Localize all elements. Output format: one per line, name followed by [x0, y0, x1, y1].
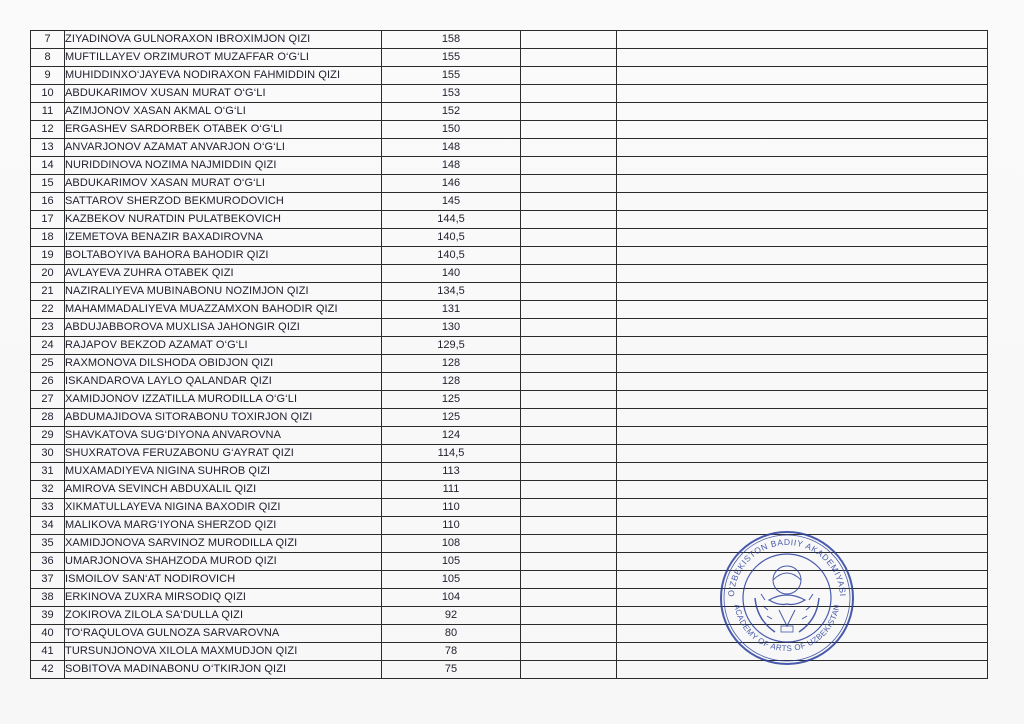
student-name: RAJAPOV BEKZOD AZAMAT O‘G‘LI: [65, 337, 382, 355]
score-value: 125: [382, 409, 521, 427]
row-number: 15: [31, 175, 65, 193]
table-row: [31, 175, 988, 193]
table-row: [31, 463, 988, 481]
score-value: 150: [382, 121, 521, 139]
score-value: 140: [382, 265, 521, 283]
empty-cell: [617, 265, 988, 283]
student-name: MUXAMADIYEVA NIGINA SUHROB QIZI: [65, 463, 382, 481]
score-value: 80: [382, 625, 521, 643]
score-value: 111: [382, 481, 521, 499]
table-row: [31, 319, 988, 337]
table-row: [31, 445, 988, 463]
empty-cell: [617, 463, 988, 481]
empty-cell: [521, 625, 617, 643]
empty-cell: [617, 211, 988, 229]
empty-cell: [521, 319, 617, 337]
row-number: 8: [31, 49, 65, 67]
student-name: KAZBEKOV NURATDIN PULATBEKOVICH: [65, 211, 382, 229]
empty-cell: [521, 427, 617, 445]
empty-cell: [617, 139, 988, 157]
score-value: 108: [382, 535, 521, 553]
score-value: 131: [382, 301, 521, 319]
row-number: 19: [31, 247, 65, 265]
empty-cell: [521, 355, 617, 373]
empty-cell: [521, 571, 617, 589]
row-number: 24: [31, 337, 65, 355]
student-name: AVLAYEVA ZUHRA OTABEK QIZI: [65, 265, 382, 283]
svg-text:ACADEMY OF ARTS OF UZBEKISTAN: [732, 603, 841, 653]
score-value: 110: [382, 499, 521, 517]
row-number: 26: [31, 373, 65, 391]
empty-cell: [617, 373, 988, 391]
score-value: 152: [382, 103, 521, 121]
score-value: 146: [382, 175, 521, 193]
student-name: AZIMJONOV XASAN AKMAL O‘G‘LI: [65, 103, 382, 121]
row-number: 20: [31, 265, 65, 283]
student-name: NAZIRALIYEVA MUBINABONU NOZIMJON QIZI: [65, 283, 382, 301]
empty-cell: [617, 355, 988, 373]
student-name: XIKMATULLAYEVA NIGINA BAXODIR QIZI: [65, 499, 382, 517]
empty-cell: [521, 337, 617, 355]
table-row: [31, 31, 988, 49]
empty-cell: [521, 175, 617, 193]
empty-cell: [617, 391, 988, 409]
empty-cell: [521, 301, 617, 319]
student-name: ABDUMAJIDOVA SITORABONU TOXIRJON QIZI: [65, 409, 382, 427]
student-name: ABDUKARIMOV XASAN MURAT O‘G‘LI: [65, 175, 382, 193]
student-name: ABDUKARIMOV XUSAN MURAT O‘G‘LI: [65, 85, 382, 103]
score-value: 158: [382, 31, 521, 49]
score-value: 144,5: [382, 211, 521, 229]
empty-cell: [617, 229, 988, 247]
table-row: [31, 85, 988, 103]
student-name: ABDUJABBOROVA MUXLISA JAHONGIR QIZI: [65, 319, 382, 337]
empty-cell: [521, 607, 617, 625]
score-value: 148: [382, 139, 521, 157]
empty-cell: [521, 589, 617, 607]
empty-cell: [521, 229, 617, 247]
row-number: 31: [31, 463, 65, 481]
student-name: BOLTABOYIVA BAHORA BAHODIR QIZI: [65, 247, 382, 265]
empty-cell: [521, 643, 617, 661]
table-row: [31, 67, 988, 85]
score-value: 153: [382, 85, 521, 103]
row-number: 36: [31, 553, 65, 571]
empty-cell: [617, 31, 988, 49]
student-name: SOBITOVA MADINABONU O‘TKIRJON QIZI: [65, 661, 382, 679]
student-name: ZIYADINOVA GULNORAXON IBROXIMJON QIZI: [65, 31, 382, 49]
row-number: 27: [31, 391, 65, 409]
table-row: [31, 103, 988, 121]
row-number: 11: [31, 103, 65, 121]
student-name: NURIDDINOVA NOZIMA NAJMIDDIN QIZI: [65, 157, 382, 175]
academy-seal-stamp: [717, 528, 857, 668]
empty-cell: [521, 103, 617, 121]
row-number: 29: [31, 427, 65, 445]
student-name: ZOKIROVA ZILOLA SA‘DULLA QIZI: [65, 607, 382, 625]
empty-cell: [521, 481, 617, 499]
student-name: MUFTILLAYEV ORZIMUROT MUZAFFAR O‘G‘LI: [65, 49, 382, 67]
empty-cell: [617, 427, 988, 445]
empty-cell: [617, 247, 988, 265]
empty-cell: [521, 283, 617, 301]
empty-cell: [521, 31, 617, 49]
student-name: IZEMETOVA BENAZIR BAXADIROVNA: [65, 229, 382, 247]
table-row: [31, 157, 988, 175]
score-value: 129,5: [382, 337, 521, 355]
row-number: 32: [31, 481, 65, 499]
score-value: 148: [382, 157, 521, 175]
empty-cell: [521, 139, 617, 157]
table-row: [31, 121, 988, 139]
table-row: [31, 49, 988, 67]
score-value: 140,5: [382, 229, 521, 247]
score-value: 75: [382, 661, 521, 679]
empty-cell: [521, 463, 617, 481]
empty-cell: [617, 283, 988, 301]
empty-cell: [521, 211, 617, 229]
score-value: 124: [382, 427, 521, 445]
student-name: SHUXRATOVA FERUZABONU G‘AYRAT QIZI: [65, 445, 382, 463]
stamp-bottom-text: ACADEMY OF ARTS OF UZBEKISTAN: [732, 603, 842, 654]
empty-cell: [617, 85, 988, 103]
row-number: 35: [31, 535, 65, 553]
empty-cell: [521, 121, 617, 139]
score-value: 145: [382, 193, 521, 211]
student-name: SHAVKATOVA SUG‘DIYONA ANVAROVNA: [65, 427, 382, 445]
empty-cell: [521, 517, 617, 535]
student-name: MALIKOVA MARG‘IYONA SHERZOD QIZI: [65, 517, 382, 535]
empty-cell: [521, 661, 617, 679]
score-value: 128: [382, 373, 521, 391]
row-number: 12: [31, 121, 65, 139]
empty-cell: [617, 175, 988, 193]
student-name: RAXMONOVA DILSHODA OBIDJON QIZI: [65, 355, 382, 373]
row-number: 28: [31, 409, 65, 427]
score-value: 130: [382, 319, 521, 337]
empty-cell: [617, 121, 988, 139]
score-value: 134,5: [382, 283, 521, 301]
score-value: 105: [382, 553, 521, 571]
table-row: [31, 409, 988, 427]
student-name: SATTAROV SHERZOD BEKMURODOVICH: [65, 193, 382, 211]
row-number: 40: [31, 625, 65, 643]
student-name: AMIROVA SEVINCH ABDUXALIL QIZI: [65, 481, 382, 499]
empty-cell: [521, 157, 617, 175]
empty-cell: [617, 157, 988, 175]
empty-cell: [617, 499, 988, 517]
score-value: 110: [382, 517, 521, 535]
row-number: 7: [31, 31, 65, 49]
empty-cell: [521, 535, 617, 553]
student-name: TURSUNJONOVA XILOLA MAXMUDJON QIZI: [65, 643, 382, 661]
row-number: 42: [31, 661, 65, 679]
empty-cell: [521, 553, 617, 571]
row-number: 30: [31, 445, 65, 463]
table-row: [31, 373, 988, 391]
table-row: [31, 139, 988, 157]
row-number: 23: [31, 319, 65, 337]
table-row: [31, 247, 988, 265]
student-name: ISMOILOV SAN‘AT NODIROVICH: [65, 571, 382, 589]
empty-cell: [521, 409, 617, 427]
empty-cell: [521, 373, 617, 391]
student-name: TO‘RAQULOVA GULNOZA SARVAROVNA: [65, 625, 382, 643]
empty-cell: [617, 481, 988, 499]
table-row: [31, 265, 988, 283]
score-value: 78: [382, 643, 521, 661]
table-row: [31, 427, 988, 445]
empty-cell: [521, 391, 617, 409]
row-number: 34: [31, 517, 65, 535]
empty-cell: [617, 409, 988, 427]
score-value: 113: [382, 463, 521, 481]
empty-cell: [617, 319, 988, 337]
empty-cell: [521, 499, 617, 517]
score-value: 128: [382, 355, 521, 373]
empty-cell: [521, 67, 617, 85]
row-number: 41: [31, 643, 65, 661]
empty-cell: [521, 265, 617, 283]
row-number: 37: [31, 571, 65, 589]
row-number: 38: [31, 589, 65, 607]
table-row: [31, 229, 988, 247]
row-number: 13: [31, 139, 65, 157]
empty-cell: [521, 85, 617, 103]
empty-cell: [617, 103, 988, 121]
score-value: 104: [382, 589, 521, 607]
empty-cell: [521, 445, 617, 463]
row-number: 21: [31, 283, 65, 301]
empty-cell: [521, 247, 617, 265]
score-value: 105: [382, 571, 521, 589]
table-row: [31, 391, 988, 409]
table-row: [31, 283, 988, 301]
row-number: 17: [31, 211, 65, 229]
empty-cell: [521, 193, 617, 211]
table-row: [31, 211, 988, 229]
empty-cell: [521, 49, 617, 67]
table-row: [31, 193, 988, 211]
table-row: [31, 355, 988, 373]
student-name: XAMIDJONOV IZZATILLA MURODILLA O‘G‘LI: [65, 391, 382, 409]
student-name: MAHAMMADALIYEVA MUAZZAMXON BAHODIR QIZI: [65, 301, 382, 319]
row-number: 18: [31, 229, 65, 247]
empty-cell: [617, 301, 988, 319]
stamp-top-text: O‘ZBEKISTON BADIIY AKADEMIYASI: [725, 536, 848, 598]
score-value: 114,5: [382, 445, 521, 463]
row-number: 16: [31, 193, 65, 211]
student-name: ERKINOVA ZUXRA MIRSODIQ QIZI: [65, 589, 382, 607]
student-name: MUHIDDINXO‘JAYEVA NODIRAXON FAHMIDDIN QIZI: [65, 67, 382, 85]
score-value: 140,5: [382, 247, 521, 265]
table-row: [31, 481, 988, 499]
row-number: 14: [31, 157, 65, 175]
student-name: ANVARJONOV AZAMAT ANVARJON O‘G‘LI: [65, 139, 382, 157]
empty-cell: [617, 193, 988, 211]
score-value: 125: [382, 391, 521, 409]
row-number: 9: [31, 67, 65, 85]
score-value: 155: [382, 67, 521, 85]
student-name: ISKANDAROVA LAYLO QALANDAR QIZI: [65, 373, 382, 391]
student-name: UMARJONOVA SHAHZODA MUROD QIZI: [65, 553, 382, 571]
row-number: 25: [31, 355, 65, 373]
student-name: XAMIDJONOVA SARVINOZ MURODILLA QIZI: [65, 535, 382, 553]
row-number: 39: [31, 607, 65, 625]
table-row: [31, 337, 988, 355]
student-name: ERGASHEV SARDORBEK OTABEK O‘G‘LI: [65, 121, 382, 139]
empty-cell: [617, 445, 988, 463]
table-row: [31, 301, 988, 319]
score-value: 155: [382, 49, 521, 67]
empty-cell: [617, 337, 988, 355]
empty-cell: [617, 49, 988, 67]
empty-cell: [617, 67, 988, 85]
table-row: [31, 499, 988, 517]
row-number: 22: [31, 301, 65, 319]
row-number: 33: [31, 499, 65, 517]
row-number: 10: [31, 85, 65, 103]
score-value: 92: [382, 607, 521, 625]
